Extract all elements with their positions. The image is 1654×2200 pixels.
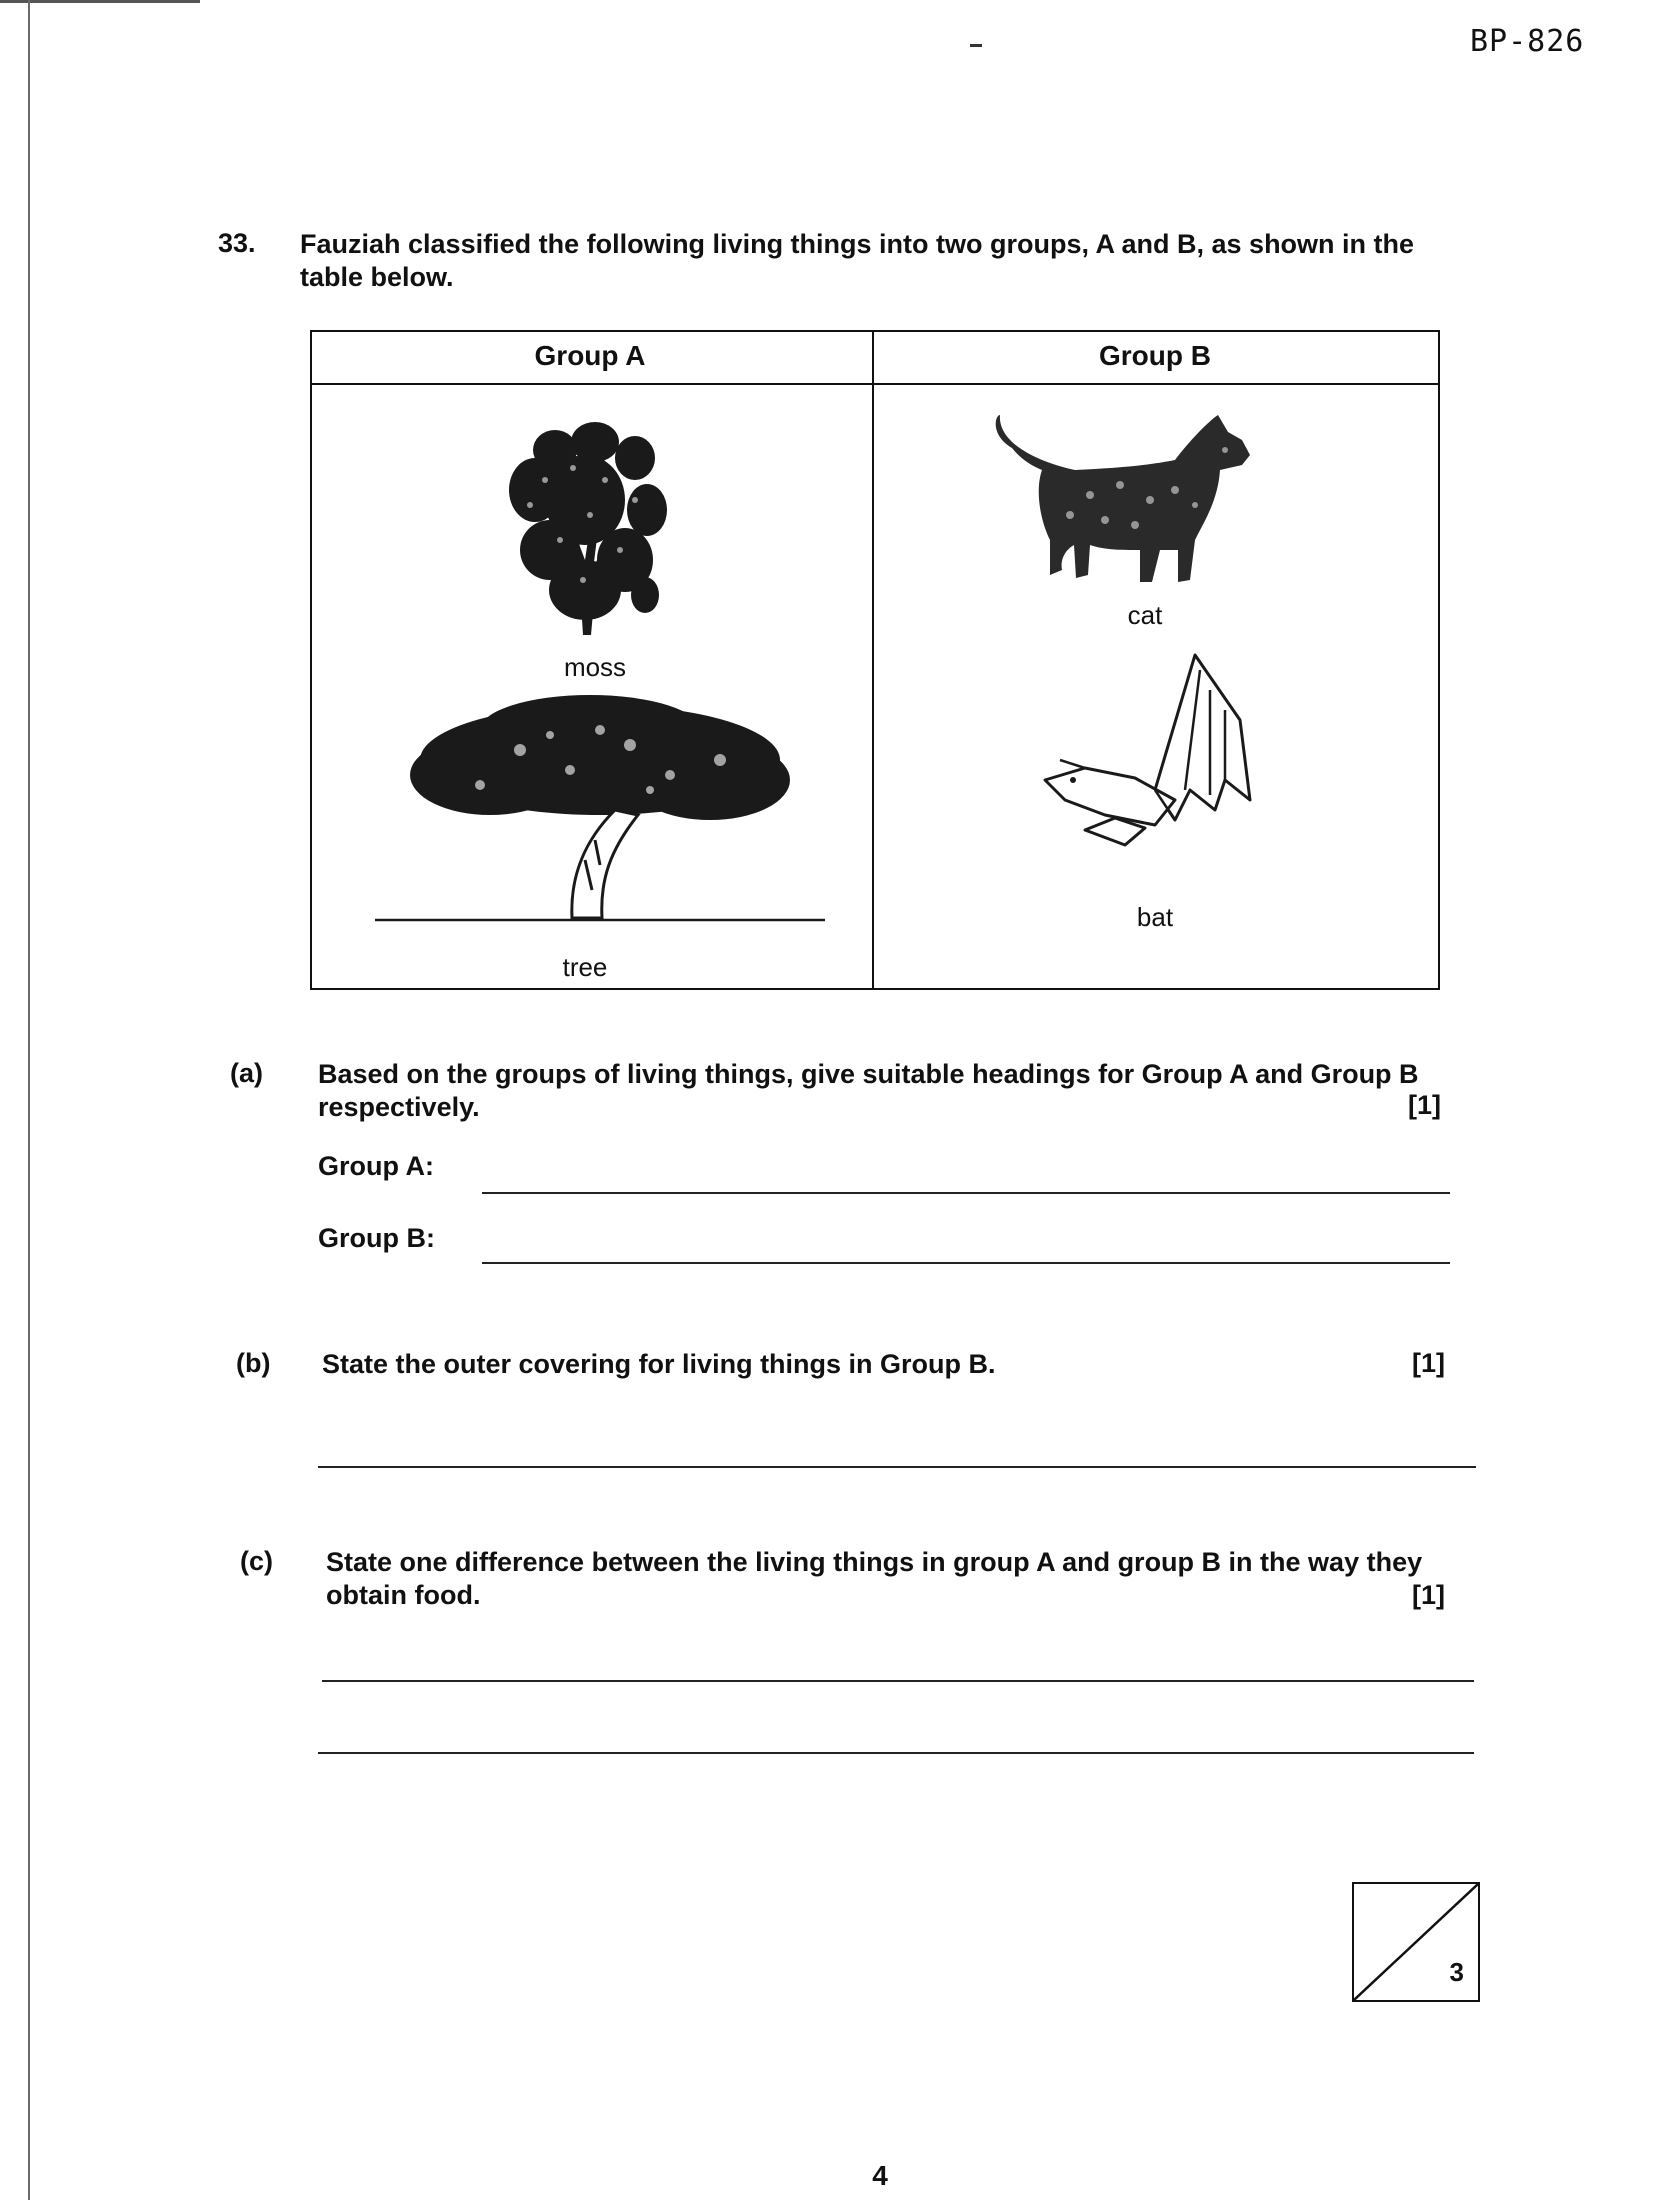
part-a-label: (a): [230, 1058, 263, 1088]
part-b-label: (b): [236, 1348, 271, 1378]
part-b-marks: [1]: [1412, 1348, 1445, 1378]
tree-icon: [370, 690, 830, 930]
part-a-text: Based on the groups of living things, give suitable headings for Group A and Group B respectively.: [318, 1059, 1419, 1122]
part-c-answer-line-1[interactable]: [322, 1680, 1474, 1682]
part-c-answer-line-2[interactable]: [318, 1752, 1474, 1754]
moss-caption: moss: [563, 652, 627, 682]
table-header-divider: [310, 383, 1440, 385]
page-number: 4: [872, 2160, 888, 2191]
bat-icon: [1025, 650, 1275, 860]
document-code: BP-826: [1470, 24, 1585, 59]
moss-icon: [495, 420, 675, 640]
part-b-text: State the outer covering for living things in Group B.: [322, 1349, 996, 1379]
part-b-answer-line[interactable]: [318, 1466, 1476, 1468]
group-a-heading: Group A: [534, 340, 646, 371]
part-c-label: (c): [240, 1546, 273, 1576]
part-c-marks: [1]: [1412, 1580, 1445, 1610]
part-c-text: State one difference between the living things in group A and group B in the way they obtain food.: [326, 1547, 1423, 1610]
part-a-marks: [1]: [1408, 1090, 1441, 1120]
page-binding-edge: [28, 0, 30, 2200]
scan-mark: [970, 44, 982, 47]
group-b-answer-line[interactable]: [482, 1262, 1450, 1264]
page-top-edge: [0, 0, 200, 3]
group-b-answer-label: Group B:: [318, 1223, 435, 1253]
cat-icon: [980, 410, 1280, 595]
cat-caption: cat: [1127, 600, 1163, 630]
question-text: Fauziah classified the following living things into two groups, A and B, as shown in the table below.: [300, 229, 1415, 292]
question-number: 33.: [218, 228, 256, 258]
bat-caption: bat: [1136, 902, 1174, 932]
group-b-heading: Group B: [1099, 340, 1211, 371]
tree-caption: tree: [562, 952, 608, 982]
score-box: [1352, 1882, 1480, 2002]
group-a-answer-label: Group A:: [318, 1151, 434, 1181]
score-box-total: 3: [1449, 1957, 1464, 1987]
table-column-divider: [872, 330, 874, 990]
group-a-answer-line[interactable]: [482, 1192, 1450, 1194]
